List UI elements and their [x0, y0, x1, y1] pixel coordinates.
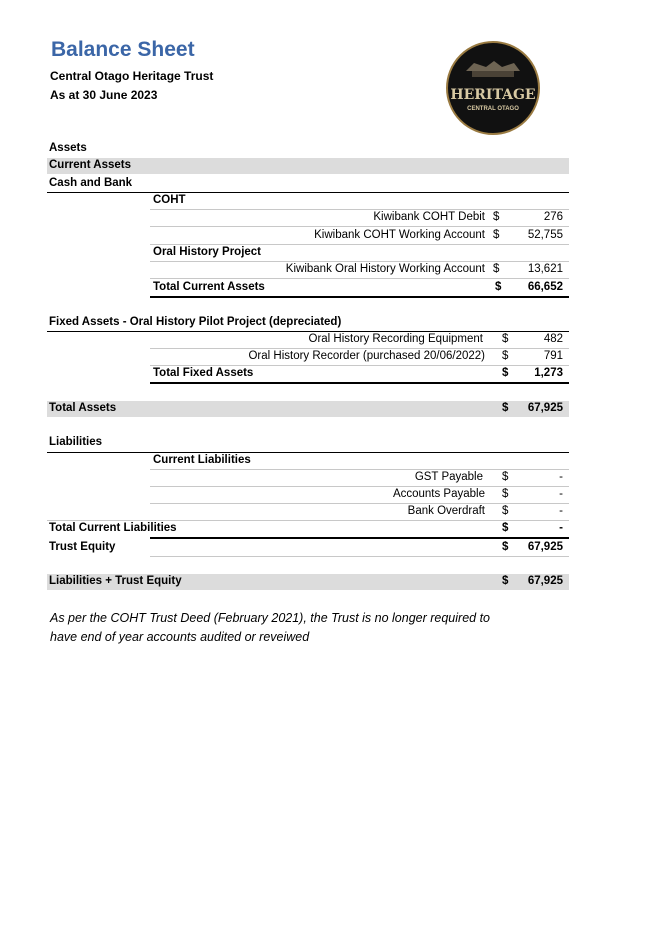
- trust-equity-value: 67,925: [527, 541, 563, 553]
- logo-sub-text: CENTRAL OTAGO: [467, 106, 519, 112]
- assets-heading: Assets: [49, 142, 87, 154]
- total-fixed-assets-label: Total Fixed Assets: [153, 367, 254, 379]
- row-value: -: [559, 471, 563, 483]
- total-fixed-assets-value: 1,273: [534, 367, 563, 379]
- row-value: 52,755: [527, 229, 563, 241]
- divider: [150, 469, 569, 470]
- currency-symbol: $: [502, 541, 509, 553]
- report-date: As at 30 June 2023: [50, 88, 158, 102]
- divider: [150, 503, 569, 504]
- row-label: Accounts Payable: [392, 488, 485, 500]
- currency-symbol: $: [502, 488, 509, 500]
- currency-symbol: $: [502, 350, 509, 362]
- logo-main-text: HERITAGE: [450, 87, 536, 103]
- divider: [150, 365, 569, 366]
- audit-note: As per the COHT Trust Deed (February 2021), the Trust is no longer required to have end of year accounts audited or reveiwed: [50, 611, 491, 644]
- currency-symbol: $: [493, 211, 500, 223]
- divider: [150, 278, 569, 279]
- coht-heading: COHT: [153, 194, 186, 206]
- row-value: -: [559, 505, 563, 517]
- liabilities-equity-label: Liabilities + Trust Equity: [49, 575, 182, 587]
- divider: [150, 261, 569, 262]
- currency-symbol: $: [502, 333, 509, 345]
- divider: [47, 452, 569, 453]
- currency-symbol: $: [502, 575, 509, 587]
- liabilities-heading: Liabilities: [49, 436, 103, 448]
- total-current-liabilities-value: -: [559, 522, 563, 534]
- row-label: Oral History Recording Equipment: [308, 333, 483, 345]
- current-liabilities-heading: Current Liabilities: [153, 454, 251, 466]
- divider: [150, 486, 569, 487]
- total-current-liabilities-label: Total Current Liabilities: [49, 522, 177, 534]
- heritage-logo: [444, 41, 542, 135]
- divider: [47, 192, 569, 193]
- total-current-assets-value: 66,652: [527, 281, 563, 293]
- oral-history-project-heading: Oral History Project: [153, 246, 262, 258]
- current-assets-heading: Current Assets: [49, 159, 132, 171]
- currency-symbol: $: [493, 229, 500, 241]
- currency-symbol: $: [502, 402, 509, 414]
- currency-symbol: $: [493, 263, 500, 275]
- divider: [150, 244, 569, 245]
- divider: [150, 348, 569, 349]
- row-value: -: [559, 488, 563, 500]
- cash-and-bank-heading: Cash and Bank: [49, 177, 133, 189]
- total-assets-band: [47, 401, 569, 417]
- currency-symbol: $: [502, 505, 509, 517]
- total-assets-label: Total Assets: [49, 402, 117, 414]
- total-assets-value: 67,925: [527, 402, 563, 414]
- row-label: Kiwibank COHT Debit: [373, 211, 485, 223]
- fixed-assets-heading: Fixed Assets - Oral History Pilot Project (depreciated): [49, 316, 342, 328]
- row-label: GST Payable: [414, 471, 483, 483]
- divider: [47, 331, 569, 332]
- currency-symbol: $: [502, 522, 509, 534]
- organisation-name: Central Otago Heritage Trust: [50, 69, 214, 83]
- currency-symbol: $: [495, 281, 502, 293]
- divider: [150, 209, 569, 210]
- total-current-assets-label: Total Current Assets: [153, 281, 265, 293]
- divider: [150, 382, 569, 384]
- row-label: Kiwibank COHT Working Account: [314, 229, 485, 241]
- liabilities-equity-value: 67,925: [527, 575, 563, 587]
- trust-equity-label: Trust Equity: [49, 541, 116, 553]
- divider: [150, 226, 569, 227]
- currency-symbol: $: [502, 367, 509, 379]
- row-value: 276: [543, 211, 563, 223]
- row-label: Bank Overdraft: [407, 505, 485, 517]
- row-value: 482: [543, 333, 563, 345]
- row-value: 13,621: [527, 263, 563, 275]
- divider: [47, 520, 569, 521]
- divider: [150, 556, 569, 557]
- divider: [150, 296, 569, 298]
- row-label: Kiwibank Oral History Working Account: [285, 263, 485, 275]
- divider: [150, 537, 569, 539]
- row-value: 791: [543, 350, 563, 362]
- page-title: Balance Sheet: [51, 38, 195, 61]
- currency-symbol: $: [502, 471, 509, 483]
- row-label: Oral History Recorder (purchased 20/06/2022): [248, 350, 485, 362]
